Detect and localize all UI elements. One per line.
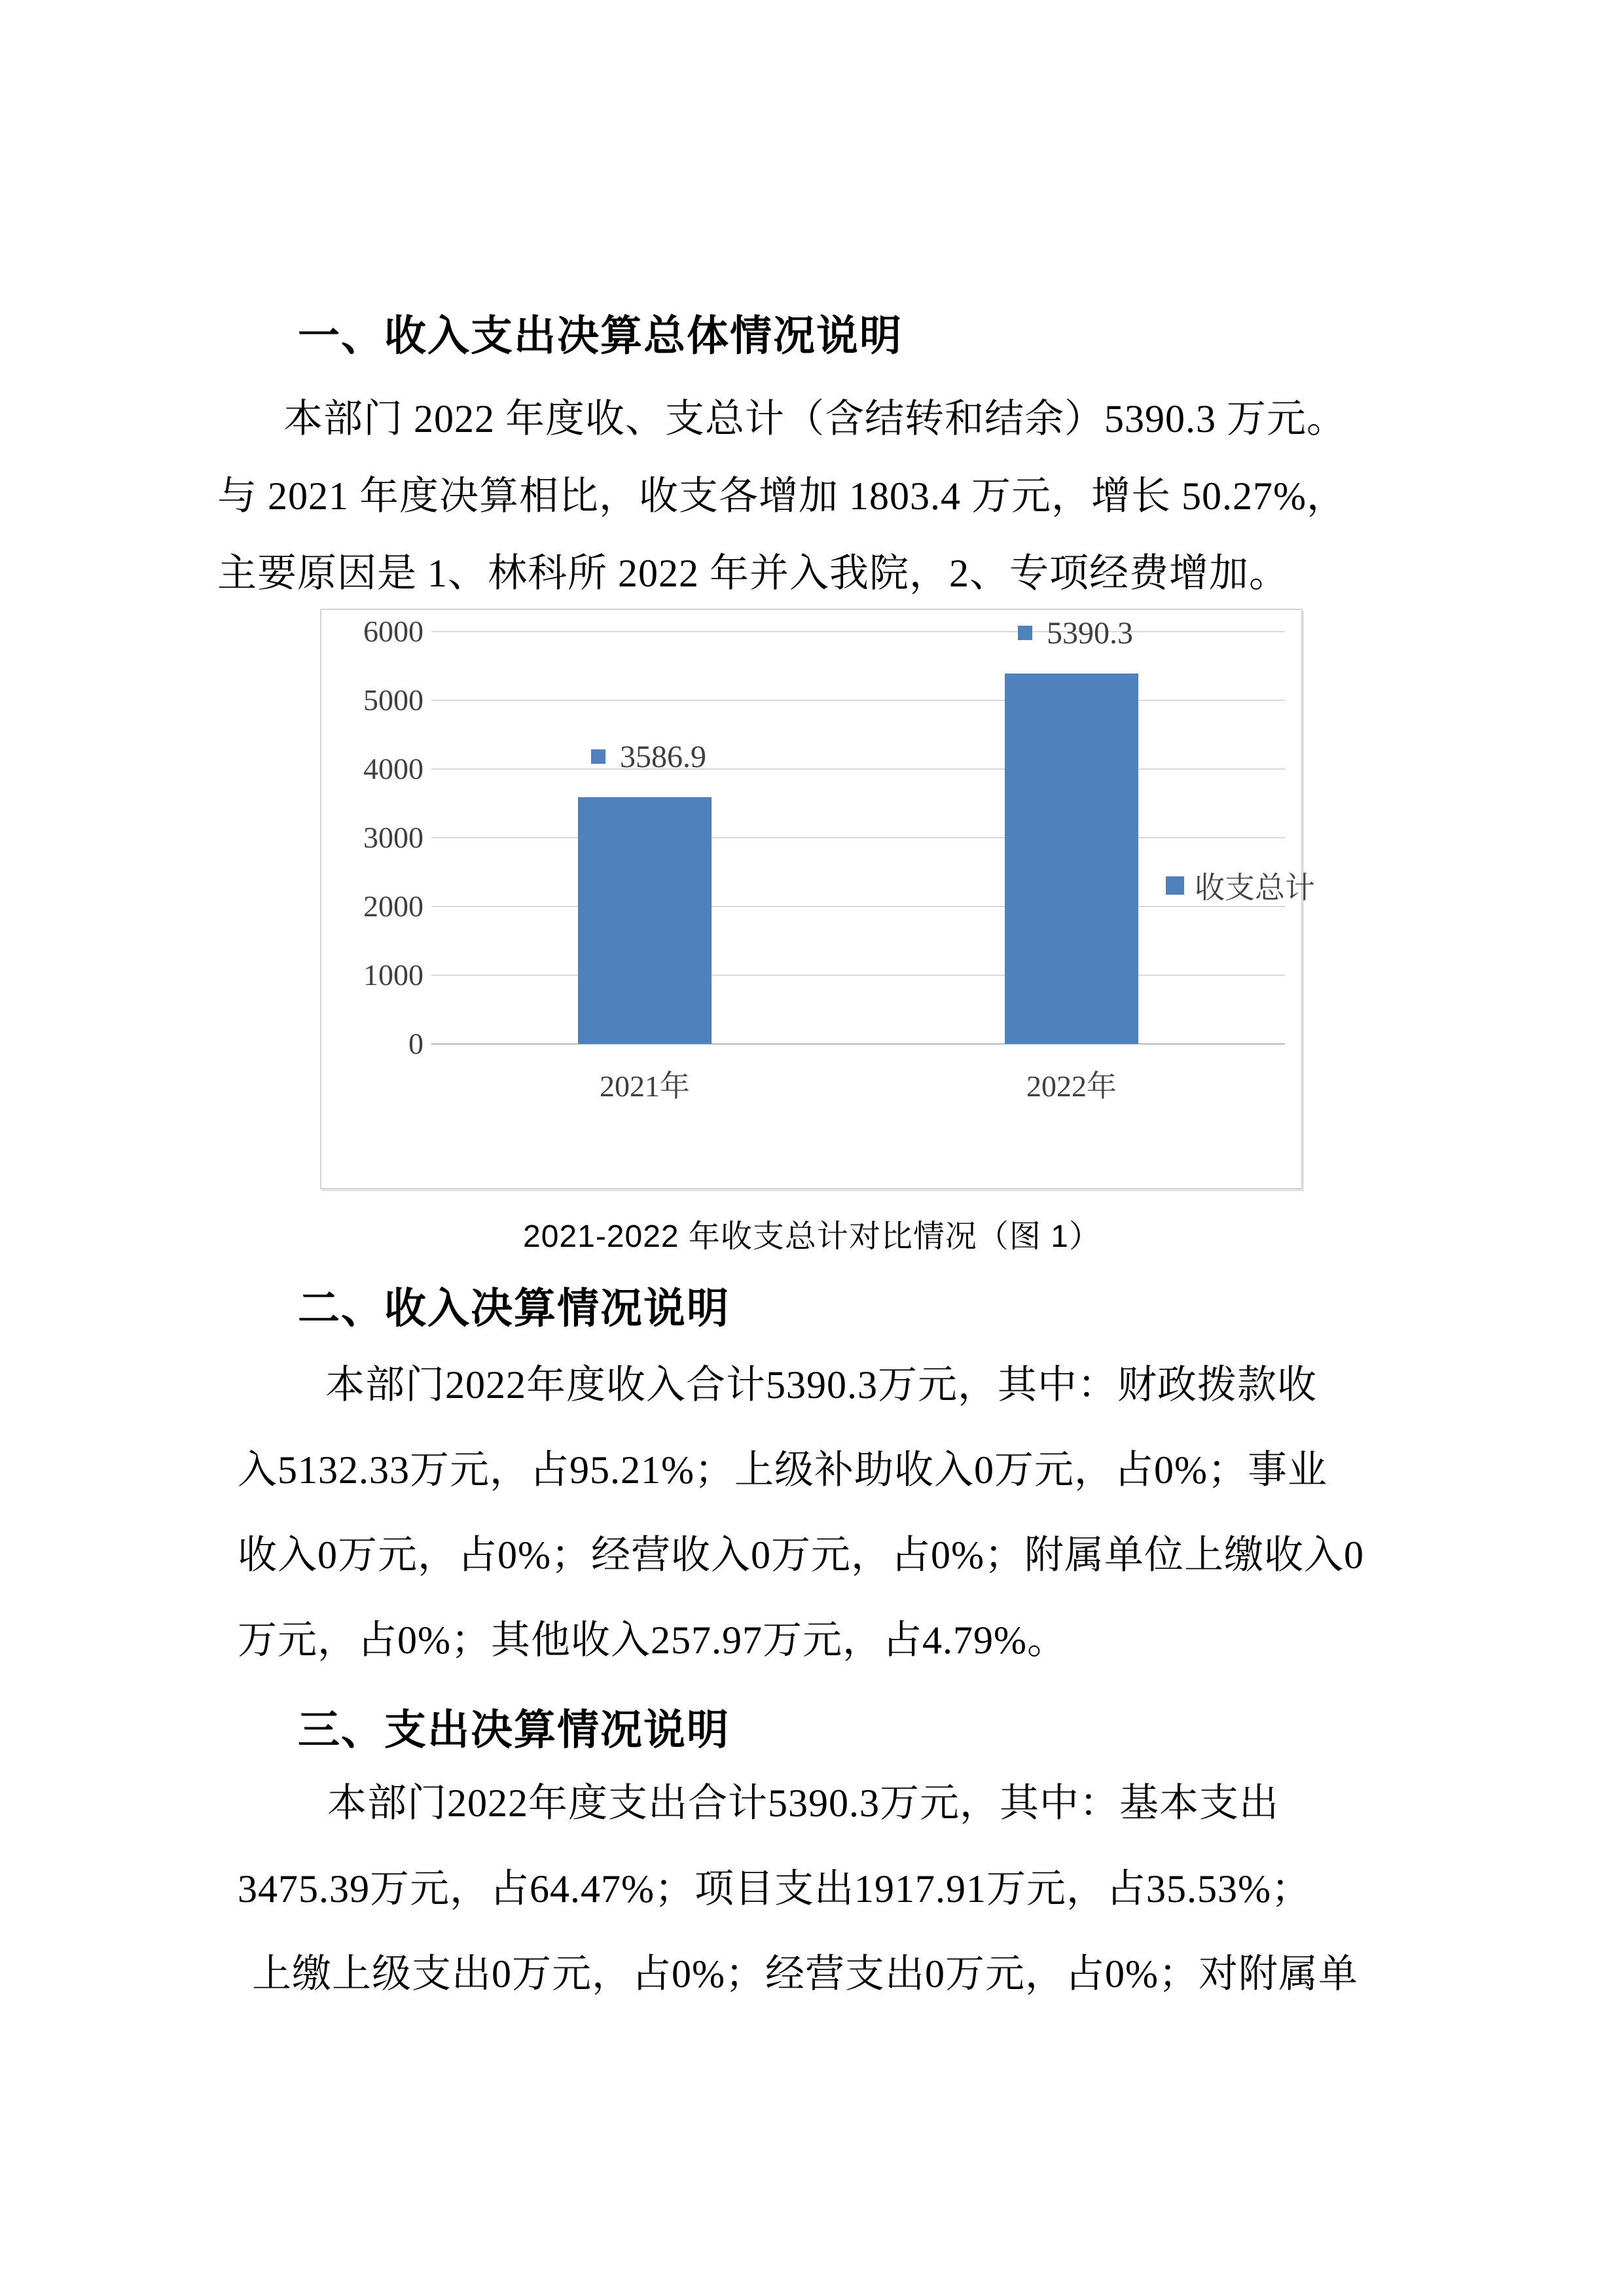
section2-line3: 收入0万元，占0%；经营收入0万元，占0%；附属单位上缴收入0 xyxy=(238,1534,1364,1577)
y-axis-tick-label: 0 xyxy=(408,1027,424,1060)
y-axis-tick-label: 4000 xyxy=(363,752,424,785)
section3-line3: 上缴上级支出0万元，占0%；经营支出0万元，占0%；对附属单 xyxy=(252,1952,1358,1996)
section3-line1: 本部门2022年度支出合计5390.3万元，其中：基本支出 xyxy=(327,1782,1279,1825)
y-axis-tick-label: 1000 xyxy=(363,958,424,992)
x-axis-line xyxy=(431,1043,1285,1045)
section1-line1: 本部门 2022 年度收、支总计（含结转和结余）5390.3 万元。 xyxy=(283,397,1346,440)
y-axis-tick-label: 5000 xyxy=(363,683,424,717)
legend-marker-icon xyxy=(1166,876,1184,895)
data-label xyxy=(591,740,706,773)
gridline xyxy=(431,975,1285,976)
section3-line2: 3475.39万元，占64.47%；项目支出1917.91万元，占35.53%； xyxy=(238,1867,1311,1910)
gridline xyxy=(431,768,1285,770)
bar-2022 xyxy=(1005,673,1138,1044)
section2-line1: 本部门2022年度收入合计5390.3万元，其中：财政拨款收 xyxy=(325,1363,1317,1407)
gridline xyxy=(431,906,1285,907)
gridline xyxy=(431,700,1285,701)
figure-caption: 2021-2022 年收支总计对比情况（图 1） xyxy=(523,1219,1101,1254)
gridline xyxy=(431,837,1285,838)
section1-line3: 主要原因是 1、林科所 2022 年并入我院，2、专项经费增加。 xyxy=(217,552,1289,595)
section1-line2: 与 2021 年度决算相比，收支各增加 1803.4 万元，增长 50.27%， xyxy=(217,475,1346,518)
legend-label: 收支总计 xyxy=(1195,871,1315,905)
section1-heading: 一、收入支出决算总体情况说明 xyxy=(298,312,903,359)
chart-frame xyxy=(320,609,1315,1189)
data-label-marker-icon xyxy=(591,749,605,764)
bar-2021 xyxy=(578,797,712,1044)
section3-heading: 三、支出决算情况说明 xyxy=(298,1706,730,1753)
data-label-value: 5390.3 xyxy=(1047,615,1133,651)
gridline xyxy=(431,631,1285,632)
chart-legend xyxy=(1166,864,1315,907)
data-label xyxy=(1018,617,1133,649)
y-axis-tick-label: 2000 xyxy=(363,889,424,923)
data-label-value: 3586.9 xyxy=(620,739,706,774)
data-label-marker-icon xyxy=(1018,626,1032,640)
section2-line2: 入5132.33万元，占95.21%；上级补助收入0万元，占0%；事业 xyxy=(238,1448,1327,1492)
section2-line4: 万元，占0%；其他收入257.97万元，占4.79%。 xyxy=(238,1619,1067,1662)
y-axis-tick-label: 6000 xyxy=(363,615,424,648)
x-axis-label: 2022年 xyxy=(1026,1069,1117,1103)
y-axis-tick-label: 3000 xyxy=(363,821,424,854)
x-axis-label: 2021年 xyxy=(600,1069,690,1103)
section2-heading: 二、收入决算情况说明 xyxy=(298,1285,730,1332)
